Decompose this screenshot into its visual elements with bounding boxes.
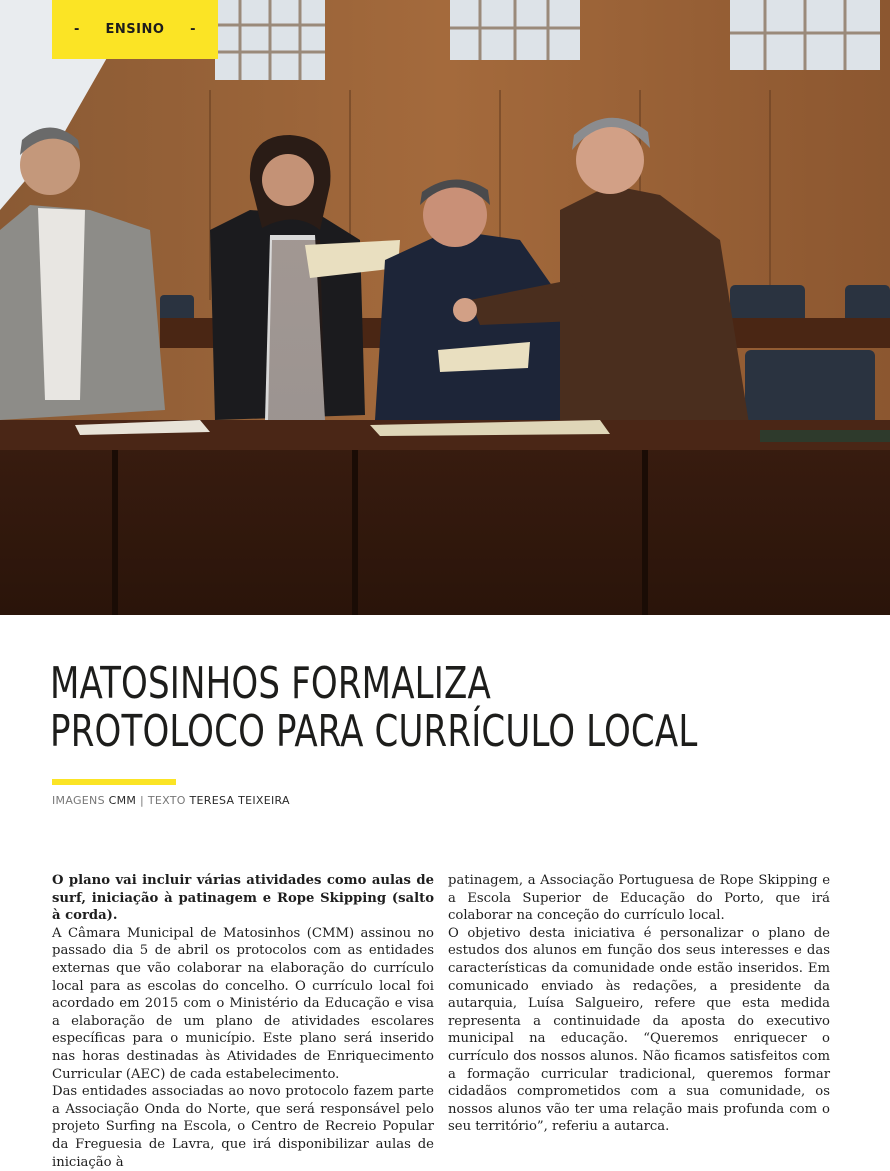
article-paragraph: Das entidades associadas ao novo protocolo fazem parte a Associação Onda do Norte, que será responsável pelo projeto Surfing na Escola, o Centro de Recreio Popular da Freguesia de Lavra, que irá disponibilizar aulas de iniciação à (52, 1084, 434, 1170)
article-paragraph: O objetivo desta iniciativa é personalizar o plano de estudos dos alunos em função dos seus interesses e das características da comunidade onde estão inseridos. Em comunicado enviado às redações, a presidente da autarquia, Luísa Salgueiro, refere que esta medida representa a continuidade da aposta do executivo municipal na educação. “Queremos enriquecer o currículo dos nossos alunos. Não ficamos satisfeitos com a formação curricular tradicional, queremos formar cidadãos comprometidos com a sua comunidade, os nossos alunos vão ter uma relação mais profunda com o seu território”, referiu a autarca. (448, 925, 830, 1135)
tag-dash-right: - (190, 22, 196, 37)
section-tag (52, 0, 218, 59)
text-value: TERESA TEIXEIRA (189, 794, 290, 807)
article-paragraph: A Câmara Municipal de Matosinhos (CMM) assinou no passado dia 5 de abril os protocolos com as entidades externas que vão colaborar na elaboração do currículo local para as escolas do concelho. O currículo local foi acordado em 2015 com o Ministério da Educação e visa a elaboração de um plano de atividades escolares específicas para o município. Este plano será inserido nas horas destinadas às Atividades de Enriquecimento Curricular (AEC) de cada estabelecimento. (52, 925, 434, 1082)
headline-line-1: MATOSINHOS FORMALIZA (50, 658, 491, 709)
tag-dash-left: - (74, 22, 80, 37)
images-value: CMM (108, 794, 137, 807)
images-label: IMAGENS (52, 794, 105, 807)
headline-line-2: PROTOLOCO PARA CURRÍCULO LOCAL (50, 706, 698, 757)
text-label: TEXTO (147, 794, 186, 807)
article-credits (52, 794, 290, 807)
article-column-1 (52, 872, 434, 1171)
tag-label: ENSINO (105, 22, 165, 37)
credits-separator: | (140, 794, 145, 807)
article-paragraph: patinagem, a Associação Portuguesa de Rope Skipping e a Escola Superior de Educação do Porto, que irá colaborar na conceção do currículo local. (448, 873, 830, 924)
article-lead: O plano vai incluir várias atividades como aulas de surf, iniciação à patinagem e Rope Skipping (salto à corda). (52, 873, 434, 924)
article-headline (50, 660, 697, 756)
article-column-2 (448, 872, 830, 1136)
accent-rule (52, 779, 176, 785)
